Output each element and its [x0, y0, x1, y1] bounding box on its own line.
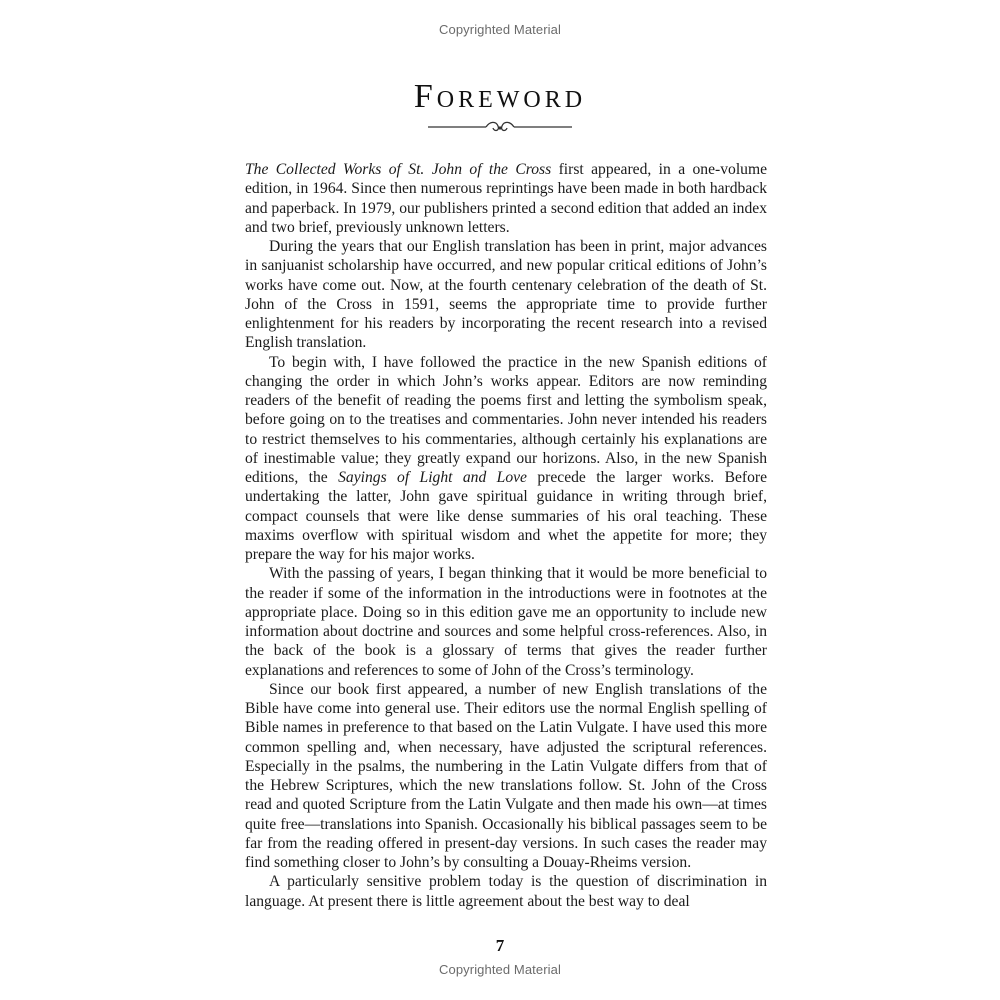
paragraph-6: A particularly sensitive problem today is the question of discrimination in language. At present there is little agreement about the best way to deal	[245, 873, 767, 910]
paragraph-1	[245, 160, 767, 237]
copyright-watermark-top: Copyrighted Material	[439, 22, 561, 37]
paragraph-3	[245, 353, 767, 565]
book-title-italic: The Collected Works of St. John of the Cross	[245, 161, 552, 178]
paragraph-text: precede the larger works. Before undertaking the latter, John gave spiritual guidance in writing through brief, compact counsels that were like dense summaries of his oral teaching. These maxims overflow with spiritual wisdom and whet the appetite for more; they prepare the way for his major works.	[245, 469, 768, 563]
paragraph-text: first appeared, in a one-volume edition, in 1964. Since then numerous reprintings have been made in both hardback and paperback. In 1979, our publishers printed a second edition that added an index and two brief, previously unknown letters.	[245, 161, 767, 236]
chapter-title: Foreword	[413, 78, 587, 115]
foreword-body	[245, 160, 767, 911]
copyright-watermark-bottom: Copyrighted Material	[439, 962, 561, 977]
sayings-title-italic: Sayings of Light and Love	[338, 469, 527, 486]
paragraph-2: During the years that our English translation has been in print, major advances in sanjuanist scholarship have occurred, and new popular critical editions of John’s works have come out. Now, at the fourth centenary celebration of the death of St. John of the Cross in 1591, seems the appropriate time to provide further enlightenment for his readers by incorporating the recent research into a revised English translation.	[245, 238, 767, 352]
paragraph-text: To begin with, I have followed the practice in the new Spanish editions of changing the order in which John’s works appear. Editors are now reminding readers of the benefit of reading the poems first and letting the symbolism speak, before going on to the treatises and commentaries. John never intended his readers to restrict themselves to his commentaries, although certainly his explanations are of inestimable value; they greatly expand our horizons. Also, in the new Spanish editions, the	[245, 353, 767, 486]
flourish-divider-icon	[428, 118, 572, 136]
page-number: 7	[495, 936, 505, 955]
paragraph-4: With the passing of years, I began thinking that it would be more beneficial to the reader if some of the information in the introductions were in footnotes at the appropriate place. Doing so in this edition gave me an opportunity to include new information about doctrine and sources and some helpful cross-references. Also, in the back of the book is a glossary of terms that gives the reader further explanations and references to some of John of the Cross’s terminology.	[245, 565, 767, 679]
paragraph-5: Since our book first appeared, a number of new English translations of the Bible have come into general use. Their editors use the normal English spelling of Bible names in preference to that based on the Latin Vulgate. I have used this more common spelling and, when necessary, have adjusted the scriptural references. Especially in the psalms, the numbering in the Latin Vulgate differs from that of the Hebrew Scriptures, which the new translations follow. St. John of the Cross read and quoted Scripture from the Latin Vulgate and then made his own—at times quite free—translations into Spanish. Occasionally his biblical passages seem to be far from the reading offered in present-day versions. In such cases the reader may find something closer to John’s by consulting a Douay-Rheims version.	[245, 680, 767, 871]
